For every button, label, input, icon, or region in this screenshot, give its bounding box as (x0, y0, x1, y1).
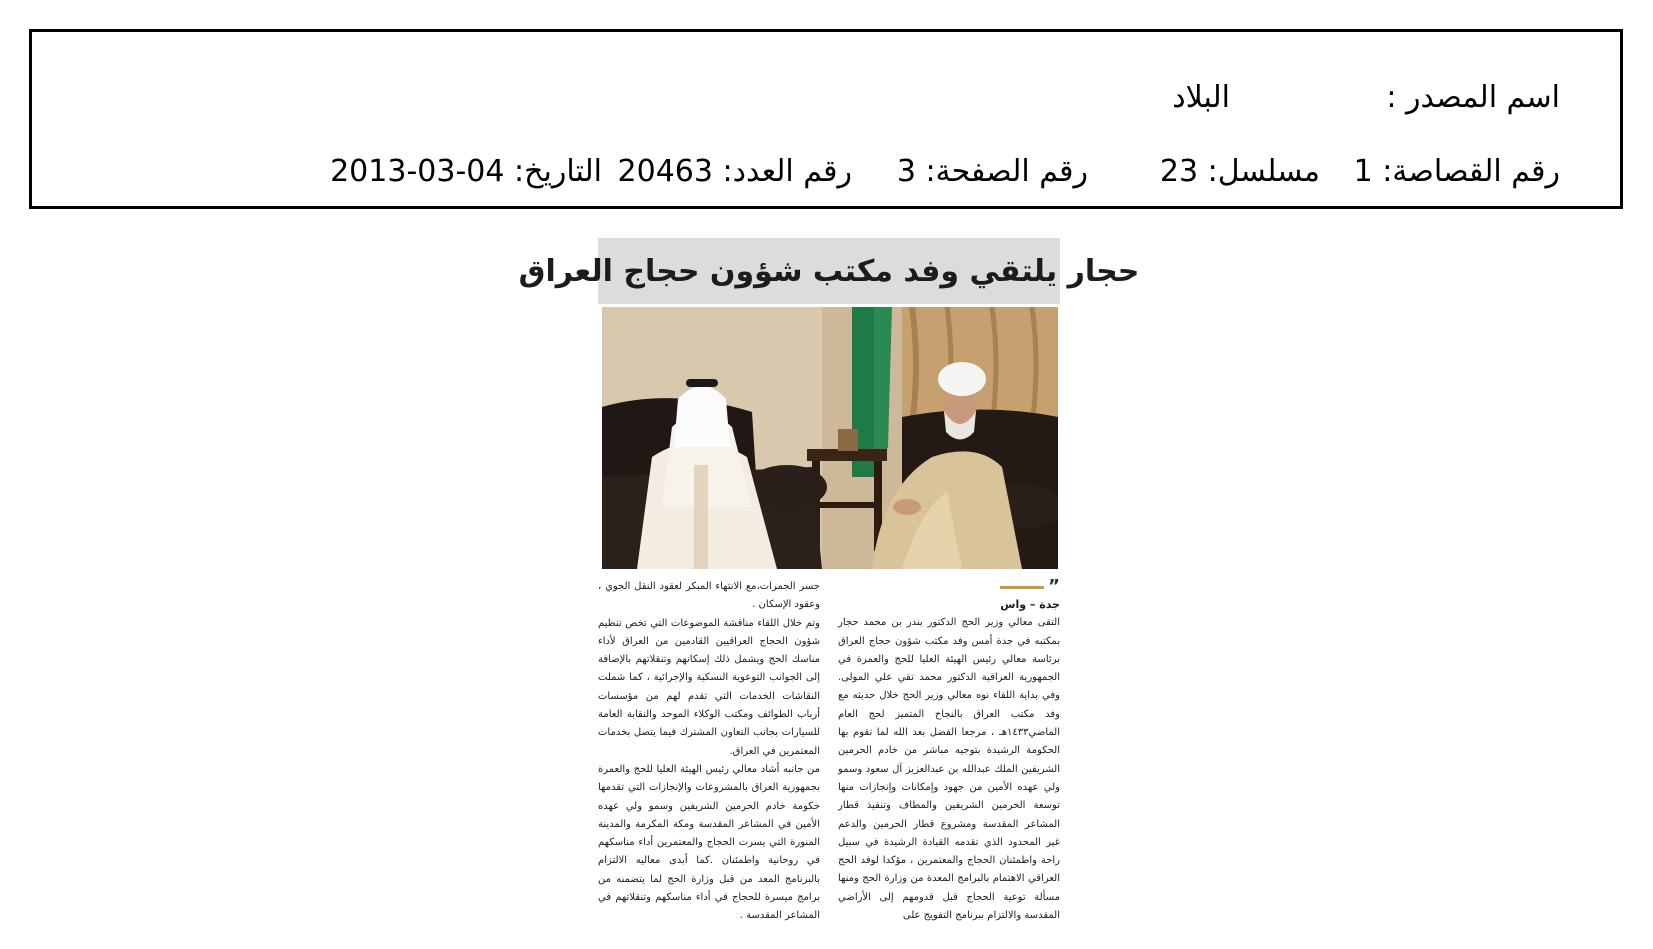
article-column-left (598, 578, 820, 926)
article-body-left-p2: وتم خلال اللقاء مناقشة الموضوعات التي تخص تنظيم شؤون الحجاج العراقيين القادمين من العراق لأداء مناسك الحج ويشمل ذلك إسكانهم وتنقلاتهم بالإضافة إلى الجوانب التوعوية النسكية والإجرائية ، كما شملت النقاشات الخدمات التي تقدم لهم من مؤسسات أرباب الطوائف ومكتب الوكلاء الموحد والنقابة العامة للسيارات بجانب التعاون المشترك فيما يتصل بخدمات المعتمرين في العراق. (598, 617, 820, 757)
metadata-row (308, 154, 1560, 189)
issue-number-field: رقم العدد: 20463 (617, 154, 852, 189)
date-field: التاريخ: 04-03-2013 (330, 154, 602, 189)
accent-rule (1000, 586, 1044, 589)
article-body-left-p1: جسر الجمرات،مع الانتهاء المبكر لعقود النقل الجوي ، وعقود الإسكان . (598, 581, 820, 611)
meeting-photo (602, 307, 1058, 569)
article-body-right: التقى معالي وزير الحج الدكتور بندر بن محمد حجار بمكتبه في جدة أمس وفد مكتب شؤون حجاج العراق برئاسة معالي رئيس الهيئة العليا للحج والعمرة في الجمهورية العراقية الدكتور محمد تقي علي المولى. وفي بداية اللقاء نوه معالي وزير الحج خلال حديثه مع وفد مكتب العراق بالنجاح المتميز لحج العام الماضي١٤٣٣هـ ، مرجعا الفضل بعد الله لما تقوم بها الحكومة الرشيدة بتوجيه مباشر من خادم الحرمين الشريفين الملك عبدالله بن عبدالعزيز آل سعود وسمو ولي عهده الأمين من جهود وإمكانات وإنجازات منها توسعة الحرمين الشريفين والمطاف وتنفيذ قطار المشاعر المقدسة ومشروع قطار الحرمين والدعم غير المحدود الذي تقدمه القيادة الرشيدة في سبيل راحة واطمئنان الحجاج والمعتمرين ، مؤكدا لوفد الحج العراقي الاهتمام بالبرامج المعدة من وزارة الحج ومنها مسألة توعية الحجاج قبل قدومهم إلى الأراضي المقدسة والالتزام ببرنامج التفويج على (838, 617, 1060, 922)
page-number-field: رقم الصفحة: 3 (896, 154, 1088, 189)
headline-band (518, 238, 1140, 304)
quote-ornament (838, 578, 1060, 596)
article-headline: حجار يلتقي وفد مكتب شؤون حجاج العراق (518, 253, 1140, 289)
meeting-photo-illustration (602, 307, 1058, 569)
source-label: اسم المصدر : (1386, 80, 1560, 115)
clip-number-field: رقم القصاصة: 1 (1353, 154, 1560, 189)
source-info-box (29, 29, 1623, 209)
article-column-right (838, 578, 1060, 925)
article-columns (598, 578, 1060, 928)
article-dateline: جدة – واس (1000, 598, 1060, 611)
source-value: البلاد (1172, 80, 1230, 115)
newspaper-clipping (518, 238, 1140, 928)
article-body-left-p3: من جانبه أشاد معالي رئيس الهيئة العليا للحج والعمرة بجمهورية العراق بالمشروعات والإنجازات التي تقدمها حكومة خادم الحرمين الشريفين وسمو ولي عهده الأمين في المشاعر المقدسة ومكة المكرمة والمدينة المنورة التي يسرت الحجاج والمعتمرين أداء مناسكهم في روحانية واطمئنان .كما أبدى معاليه الالتزام بالبرنامج المعد من قبل وزارة الحج لما يتضمنه من برامج ميسرة للحجاج في أداء مناسكهم وتنقلاتهم في المشاعر المقدسة . (598, 763, 820, 922)
quote-mark-icon: ” (1048, 576, 1060, 597)
serial-number-field: مسلسل: 23 (1159, 154, 1320, 189)
